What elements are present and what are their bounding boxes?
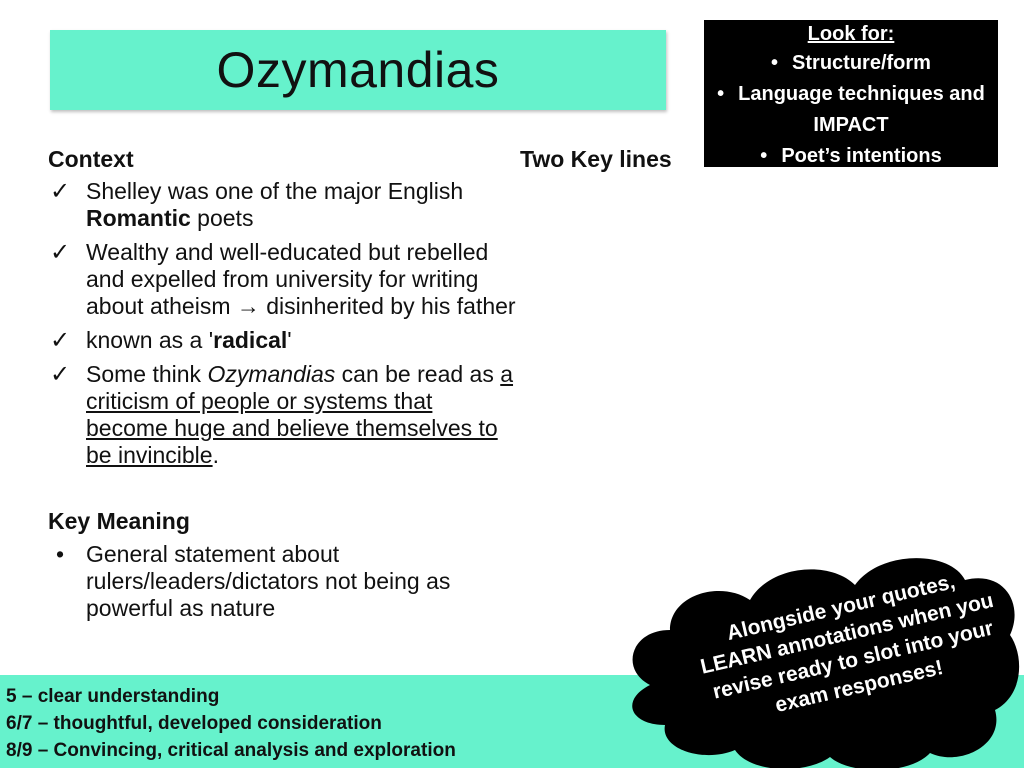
two-key-lines-heading: Two Key lines — [520, 146, 672, 172]
bullet-icon: • — [56, 541, 65, 567]
key-meaning-list — [48, 541, 520, 622]
check-icon: ✓ — [50, 178, 71, 205]
look-for-list — [714, 48, 988, 172]
title-banner — [50, 30, 666, 110]
cloud-text: Alongside your quotes, LEARN annotations when you revise ready to slot into your exam responses! — [698, 570, 996, 717]
grade-row: 6/7 – thoughtful, developed consideration — [6, 713, 382, 734]
grade-descriptors — [6, 683, 456, 764]
list-item: ✓ Shelley was one of the major English Romantic poets — [50, 178, 464, 231]
check-icon: ✓ — [50, 327, 71, 354]
list-item: • General statement about rulers/leaders/dictators not being as powerful as nature — [56, 541, 451, 621]
look-for-item: • Poet’s intentions — [760, 145, 942, 167]
page-title: Ozymandias — [216, 42, 500, 98]
bullet-icon: • — [771, 52, 779, 74]
list-item: ✓ Some think Ozymandias can be read as a criticism of people or systems that become huge and believe themselves to be invincible. — [50, 361, 514, 468]
grade-row: 5 – clear understanding — [6, 686, 220, 707]
list-item: ✓ Wealthy and well-educated but rebelled and expelled from university for writing about atheism → disinherited by his father — [50, 239, 516, 319]
look-for-item: • Language techniques and IMPACT — [717, 83, 985, 136]
context-list — [48, 178, 520, 476]
bullet-icon: • — [760, 145, 768, 167]
look-for-heading: Look for: — [807, 23, 895, 45]
bullet-icon: • — [717, 83, 725, 105]
list-item: ✓ known as a 'radical' — [50, 327, 292, 354]
grade-row: 8/9 – Convincing, critical analysis and exploration — [6, 740, 456, 761]
look-for-item: • Structure/form — [771, 52, 931, 74]
look-for-box — [704, 20, 998, 167]
check-icon: ✓ — [50, 239, 71, 266]
check-icon: ✓ — [50, 361, 71, 388]
key-meaning-heading: Key Meaning — [48, 508, 190, 534]
arrow-right-icon: → — [236, 293, 260, 319]
context-heading: Context — [48, 146, 134, 172]
speech-cloud — [610, 535, 1024, 768]
